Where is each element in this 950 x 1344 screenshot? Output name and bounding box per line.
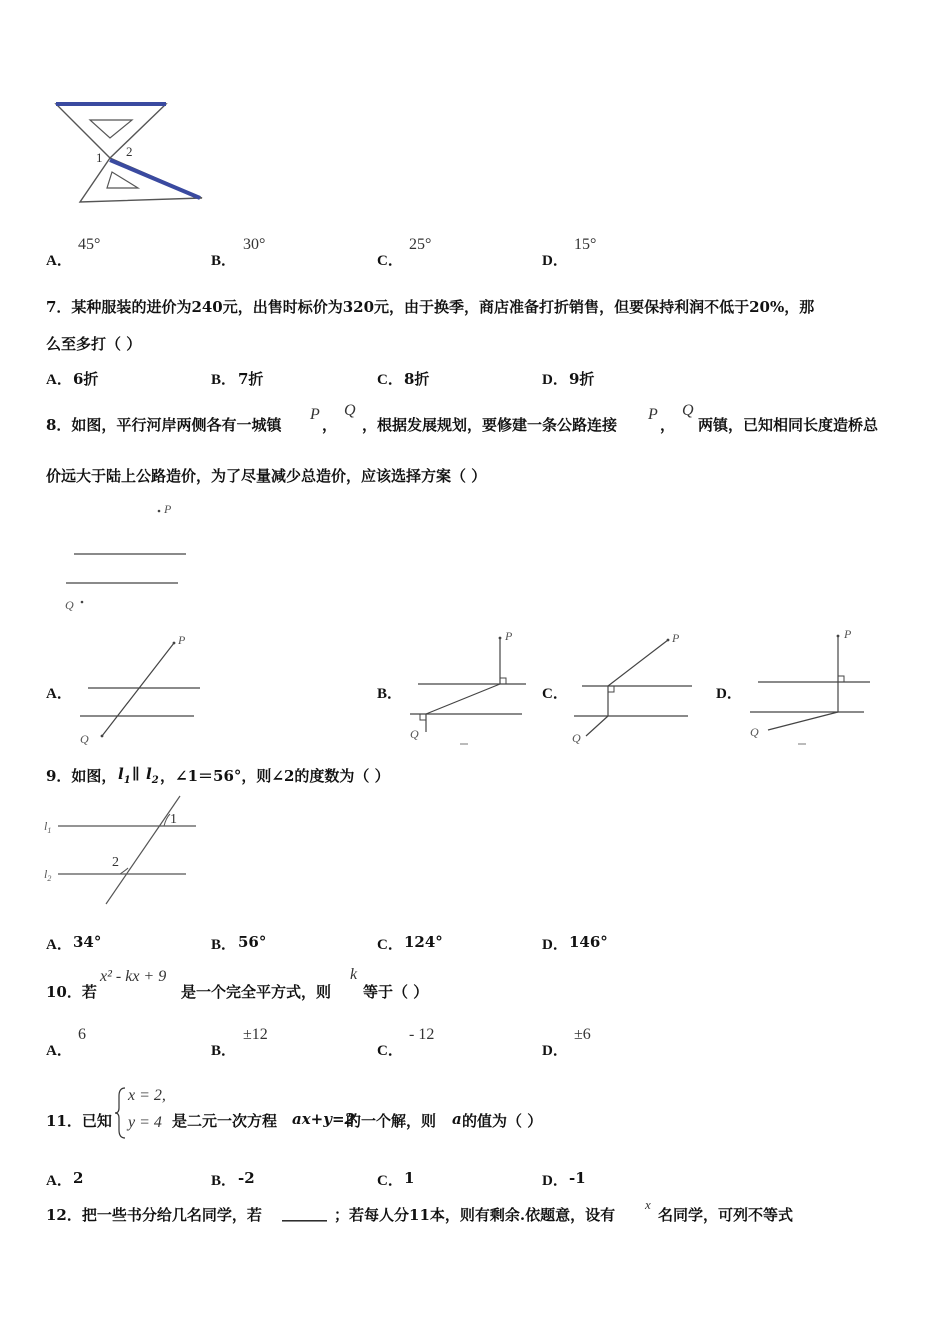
q10-option-c-value: - 12 xyxy=(409,1026,435,1043)
q8-option-d-q-label: Q xyxy=(750,725,759,739)
q11-option-b-value: -2 xyxy=(238,1169,255,1187)
q9-line-l2: $l_2$ xyxy=(146,765,159,786)
q8-option-c-letter: C． xyxy=(542,686,568,702)
q6-angle-2-label: 2 xyxy=(126,144,133,159)
q9-figure-angle-2: 2 xyxy=(112,855,119,870)
q10-k-variable: k xyxy=(350,966,358,983)
q6-option-d-letter: D． xyxy=(542,253,568,269)
q11-option-c-value: 1 xyxy=(404,1169,415,1187)
q6-triangle-rulers-figure xyxy=(52,98,207,208)
q8-town-p-1: P xyxy=(310,406,320,423)
q8-town-p-2: P xyxy=(648,406,658,423)
q8-option-a-letter: A． xyxy=(46,686,72,702)
q6-option-d-value: 15° xyxy=(574,236,597,253)
q8-option-d-letter: D． xyxy=(716,686,742,702)
q10-text-part-3: 等于（ ） xyxy=(363,983,429,1001)
q9-figure-angle-1: 1 xyxy=(170,812,177,827)
q11-option-a-letter: A． xyxy=(46,1173,72,1189)
q8-option-a-figure xyxy=(76,630,206,745)
q9-option-b-value: 56° xyxy=(238,933,267,951)
q8-figure-p-label: P xyxy=(164,502,172,516)
q10-option-d-value: ±6 xyxy=(574,1026,591,1043)
q11-text-part-1: 11．已知 xyxy=(46,1112,112,1130)
q8-option-b-q-label: Q xyxy=(410,727,419,741)
q11-option-d-letter: D． xyxy=(542,1173,568,1189)
q8-text-part-1: 8．如图，平行河岸两侧各有一城镇 xyxy=(46,416,282,434)
q7-option-b-value: 7折 xyxy=(238,370,264,388)
q12-text-part-2: ；若每人分11本，则有剩余.依题意，设有 xyxy=(334,1206,616,1224)
q7-question-line-1: 7．某种服装的进价为240元，出售时标价为320元，由于换季，商店准备打折销售，但要保持利润不低于20%，那 xyxy=(46,298,815,316)
q8-comma-2: ， xyxy=(660,416,676,434)
q9-option-d-value: 146° xyxy=(569,933,608,951)
q8-option-a-p-label: P xyxy=(178,633,186,647)
q8-text-part-3: 两镇，已知相同长度造桥总 xyxy=(698,416,879,434)
q6-option-b-letter: B． xyxy=(211,253,237,269)
q11-option-a-value: 2 xyxy=(73,1169,84,1187)
q10-option-b-value: ±12 xyxy=(243,1026,268,1043)
q8-town-q-2: Q xyxy=(682,402,694,419)
q8-option-b-figure xyxy=(404,628,534,746)
q9-option-a-letter: A． xyxy=(46,937,72,953)
q11-equation: ax+y=2 xyxy=(292,1110,355,1128)
q8-option-a-q-label: Q xyxy=(80,732,89,746)
q7-question-line-2: 么至多打（ ） xyxy=(46,335,142,353)
q11-text-part-2: 是二元一次方程 xyxy=(172,1112,278,1130)
q12-text-part-3: 名同学，可列不等式 xyxy=(658,1206,794,1224)
q8-option-c-figure xyxy=(566,628,696,746)
q7-option-c-letter: C． xyxy=(377,372,403,388)
q12-blank: ______ xyxy=(282,1204,327,1222)
q9-line-l1: $l_1$ xyxy=(118,765,131,786)
q6-option-b-value: 30° xyxy=(243,236,266,253)
q9-parallel-lines-figure xyxy=(40,796,205,906)
q8-option-d-p-label: P xyxy=(844,627,852,641)
q10-option-a-letter: A． xyxy=(46,1043,72,1059)
q10-expression: x² - kx + 9 xyxy=(100,968,167,985)
q8-option-b-letter: B． xyxy=(377,686,403,702)
q11-option-b-letter: B． xyxy=(211,1173,237,1189)
q10-option-c-letter: C． xyxy=(377,1043,403,1059)
q11-text-part-4: 的值为（ ） xyxy=(462,1112,543,1130)
q9-option-b-letter: B． xyxy=(211,937,237,953)
q6-option-a-value: 45° xyxy=(78,236,101,253)
q8-option-d-figure xyxy=(744,626,874,746)
q8-option-b-p-label: P xyxy=(505,629,513,643)
q8-text-part-2: ，根据发展规划，要修建一条公路连接 xyxy=(362,416,618,434)
q8-river-figure xyxy=(60,498,200,618)
q11-option-d-value: -1 xyxy=(569,1169,586,1187)
q10-text-part-2: 是一个完全平方式，则 xyxy=(181,983,332,1001)
q12-text-part-1: 12．把一些书分给几名同学，若 xyxy=(46,1206,262,1224)
q10-option-a-value: 6 xyxy=(78,1026,86,1043)
q12-x-variable: x xyxy=(645,1197,651,1212)
q11-brace xyxy=(115,1086,127,1140)
q6-angle-1-label: 1 xyxy=(96,150,103,165)
q7-option-d-value: 9折 xyxy=(569,370,595,388)
q10-option-d-letter: D． xyxy=(542,1043,568,1059)
q6-option-c-value: 25° xyxy=(409,236,432,253)
q8-comma-1: ， xyxy=(322,416,338,434)
q11-option-c-letter: C． xyxy=(377,1173,403,1189)
q11-a-variable: a xyxy=(452,1110,462,1128)
q7-option-c-value: 8折 xyxy=(404,370,430,388)
q8-town-q-1: Q xyxy=(344,402,356,419)
q9-text-part-1: 9．如图， xyxy=(46,767,117,785)
q11-text-part-3: 的一个解，则 xyxy=(346,1112,437,1130)
q8-option-c-q-label: Q xyxy=(572,731,581,745)
q8-question-line-2: 价远大于陆上公路造价，为了尽量减少总造价，应该选择方案（ ） xyxy=(46,467,487,485)
q8-figure-q-label: Q xyxy=(65,598,74,612)
q7-option-a-value: 6折 xyxy=(73,370,99,388)
q9-option-d-letter: D． xyxy=(542,937,568,953)
q7-option-d-letter: D． xyxy=(542,372,568,388)
q9-figure-l2: $l_2$ xyxy=(44,867,52,883)
q7-option-b-letter: B． xyxy=(211,372,237,388)
q9-text-part-2: ，∠1＝56°，则∠2的度数为（ ） xyxy=(160,767,390,785)
q8-option-c-p-label: P xyxy=(672,631,680,645)
q7-option-a-letter: A． xyxy=(46,372,72,388)
q10-option-b-letter: B． xyxy=(211,1043,237,1059)
q9-parallel-symbol: ∥ xyxy=(132,765,140,783)
q11-equation-y: y = 4 xyxy=(128,1114,162,1131)
q9-option-c-letter: C． xyxy=(377,937,403,953)
q9-option-c-value: 124° xyxy=(404,933,443,951)
q6-option-c-letter: C． xyxy=(377,253,403,269)
q6-option-a-letter: A． xyxy=(46,253,72,269)
q10-text-part-1: 10．若 xyxy=(46,983,97,1001)
q11-equation-x: x = 2, xyxy=(128,1087,166,1104)
q9-option-a-value: 34° xyxy=(73,933,102,951)
q9-figure-l1: $l_1$ xyxy=(44,819,52,835)
